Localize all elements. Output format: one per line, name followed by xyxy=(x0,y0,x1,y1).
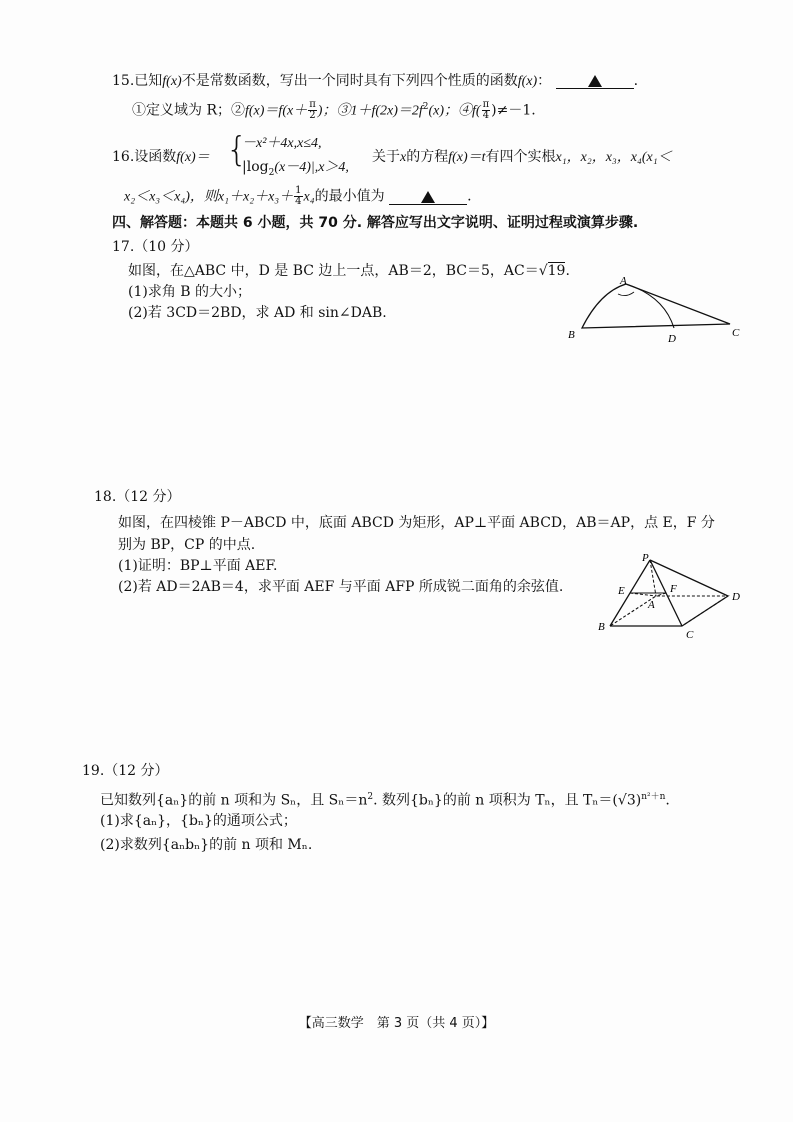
q17-triangle-figure xyxy=(560,272,750,352)
label-f: F xyxy=(670,583,677,595)
q18-line2: 别为 BP，CP 的中点. xyxy=(118,537,256,553)
frac-den: 4 xyxy=(482,110,490,122)
q19-line1 xyxy=(100,788,670,810)
label-c: C xyxy=(686,629,694,641)
label-a: A xyxy=(648,599,655,611)
label-b: B xyxy=(568,329,575,341)
q16-line1 xyxy=(112,148,210,167)
q15-fx: f(x) xyxy=(162,74,182,89)
q16-case1-text: －x²＋4x,x≤4, xyxy=(242,136,322,151)
triangle-abc xyxy=(582,284,730,328)
q16-case2-base: 2 xyxy=(268,167,275,178)
q16-answer-blank[interactable] xyxy=(389,190,467,205)
q15-colon: ： xyxy=(537,73,552,89)
q15-prop1: ①定义域为 R；② xyxy=(132,102,245,119)
q16-text4: 的最小值为 xyxy=(314,188,385,205)
q16-text3: 有四个实根 xyxy=(485,149,556,165)
page-footer: 【高三数学 第 3 页（共 4 页）】 xyxy=(298,1016,495,1031)
frac-num: π xyxy=(309,99,316,111)
q19-text-b: . 数列{bₙ}的前 n 项积为 Tₙ，且 Tₙ＝(√3) xyxy=(373,792,642,809)
q16-text1: 关于 xyxy=(372,149,400,165)
label-p: P xyxy=(642,552,649,564)
label-c: C xyxy=(732,327,740,339)
q15-end: . xyxy=(633,73,639,89)
q18-pyramid-figure xyxy=(590,552,750,644)
q17-end: . xyxy=(565,263,570,279)
q16-case1 xyxy=(242,134,322,153)
q17-line1 xyxy=(128,262,570,280)
q17-text: 如图，在△ABC 中，D 是 BC 边上一点，AB＝2，BC＝5，AC＝ xyxy=(128,263,539,279)
q18-head: 18.（12 分） xyxy=(94,489,181,505)
q19-part1: (1)求{aₙ}，{bₙ}的通项公式； xyxy=(100,813,297,829)
q15-text: 不是常数函数，写出一个同时具有下列四个性质的函数 xyxy=(181,73,518,89)
q16-case2 xyxy=(242,158,349,182)
q18-part1: (1)证明：BP⊥平面 AEF. xyxy=(118,558,278,574)
q17-sqrt-value: 19 xyxy=(547,263,566,279)
q19-head: 19.（12 分） xyxy=(82,763,169,779)
q18-part2: (2)若 AD＝2AB＝4，求平面 AEF 与平面 AFP 所成锐二面角的余弦值. xyxy=(118,579,564,595)
q16-case2-log: |log xyxy=(242,159,269,175)
q15-prop3: (x)；④f( xyxy=(428,103,481,119)
q19-end: . xyxy=(665,792,670,809)
q16-fx: f(x)＝ xyxy=(176,150,210,165)
q16-cond: x₂＜x₃＜x₄)，则 xyxy=(124,189,218,205)
q19-text-a: 已知数列{aₙ}的前 n 项和为 Sₙ，且 Sₙ＝n xyxy=(100,792,368,809)
q16-frac-1-4 xyxy=(294,186,302,207)
label-d: D xyxy=(732,591,740,603)
triangle-icon xyxy=(421,191,435,203)
section-4-heading: 四、解答题：本题共 6 小题，共 70 分. 解答应写出文字说明、证明过程或演算步骤. xyxy=(112,215,639,231)
q17-part2: (2)若 3CD＝2BD，求 AD 和 sin∠DAB. xyxy=(128,305,387,321)
q15-prop2a: f(x)＝f(x＋ xyxy=(245,103,308,119)
label-b: B xyxy=(598,621,605,633)
q18-line1: 如图，在四棱锥 P－ABCD 中，底面 ABCD 为矩形，AP⊥平面 ABCD，AB＝AP，点 E，F 分 xyxy=(118,515,715,531)
q15-frac-pi-2 xyxy=(308,100,317,121)
q15-number: 15. xyxy=(112,73,135,89)
q15-lead: 已知 xyxy=(134,73,163,89)
label-d: D xyxy=(668,333,676,345)
q16-roots: x₁，x₂，x₃，x₄ xyxy=(555,150,642,165)
label-e: E xyxy=(618,585,625,597)
triangle-icon xyxy=(588,75,602,87)
q16-end: . xyxy=(467,188,472,205)
q19-exponent: n²＋n xyxy=(641,792,666,802)
q17-head: 17.（10 分） xyxy=(112,239,199,255)
q16-number: 16. xyxy=(112,149,135,165)
label-a: A xyxy=(620,275,627,287)
q17-part1: (1)求角 B 的大小； xyxy=(128,284,252,300)
q16-sum: x₁＋x₂＋x₃＋ xyxy=(217,189,294,205)
sqrt-icon: √ xyxy=(538,263,548,279)
q16-text2: 的方程 xyxy=(406,149,449,165)
q15-square: 2 xyxy=(422,102,429,112)
q16-lead: 设函数 xyxy=(134,149,177,165)
q16-eq: f(x)＝t xyxy=(448,150,486,165)
q15-frac-pi-4 xyxy=(482,100,491,121)
edge-cd xyxy=(682,596,728,626)
piecewise-brace-icon: { xyxy=(226,130,248,170)
q15-line2 xyxy=(132,98,536,121)
q16-case2-text: (x－4)|,x＞4, xyxy=(274,160,349,175)
angle-mark xyxy=(618,292,634,296)
frac-num: π xyxy=(482,99,490,111)
q15-line1 xyxy=(112,72,638,91)
frac-num: 1 xyxy=(295,185,302,196)
edge-pd xyxy=(650,560,728,596)
q15-answer-blank[interactable] xyxy=(556,74,634,89)
q16-x4: x₄ xyxy=(303,189,315,205)
segment-ad xyxy=(626,284,674,328)
q16-line1-right xyxy=(372,148,672,167)
q15-prop4: )≠－1. xyxy=(491,102,536,119)
q16-x: x xyxy=(400,150,407,165)
q16-line2 xyxy=(124,186,472,207)
q15-prop2b: )；③1＋f(2x)＝2f xyxy=(317,103,423,119)
q19-square: 2 xyxy=(367,792,374,802)
frac-den: 2 xyxy=(309,110,316,122)
frac-den: 4 xyxy=(295,196,302,207)
q15-fx2: f(x) xyxy=(517,74,538,89)
q16-cond-open: (x₁＜ xyxy=(641,150,672,165)
q19-part2: (2)求数列{aₙbₙ}的前 n 项和 Mₙ. xyxy=(100,837,313,853)
